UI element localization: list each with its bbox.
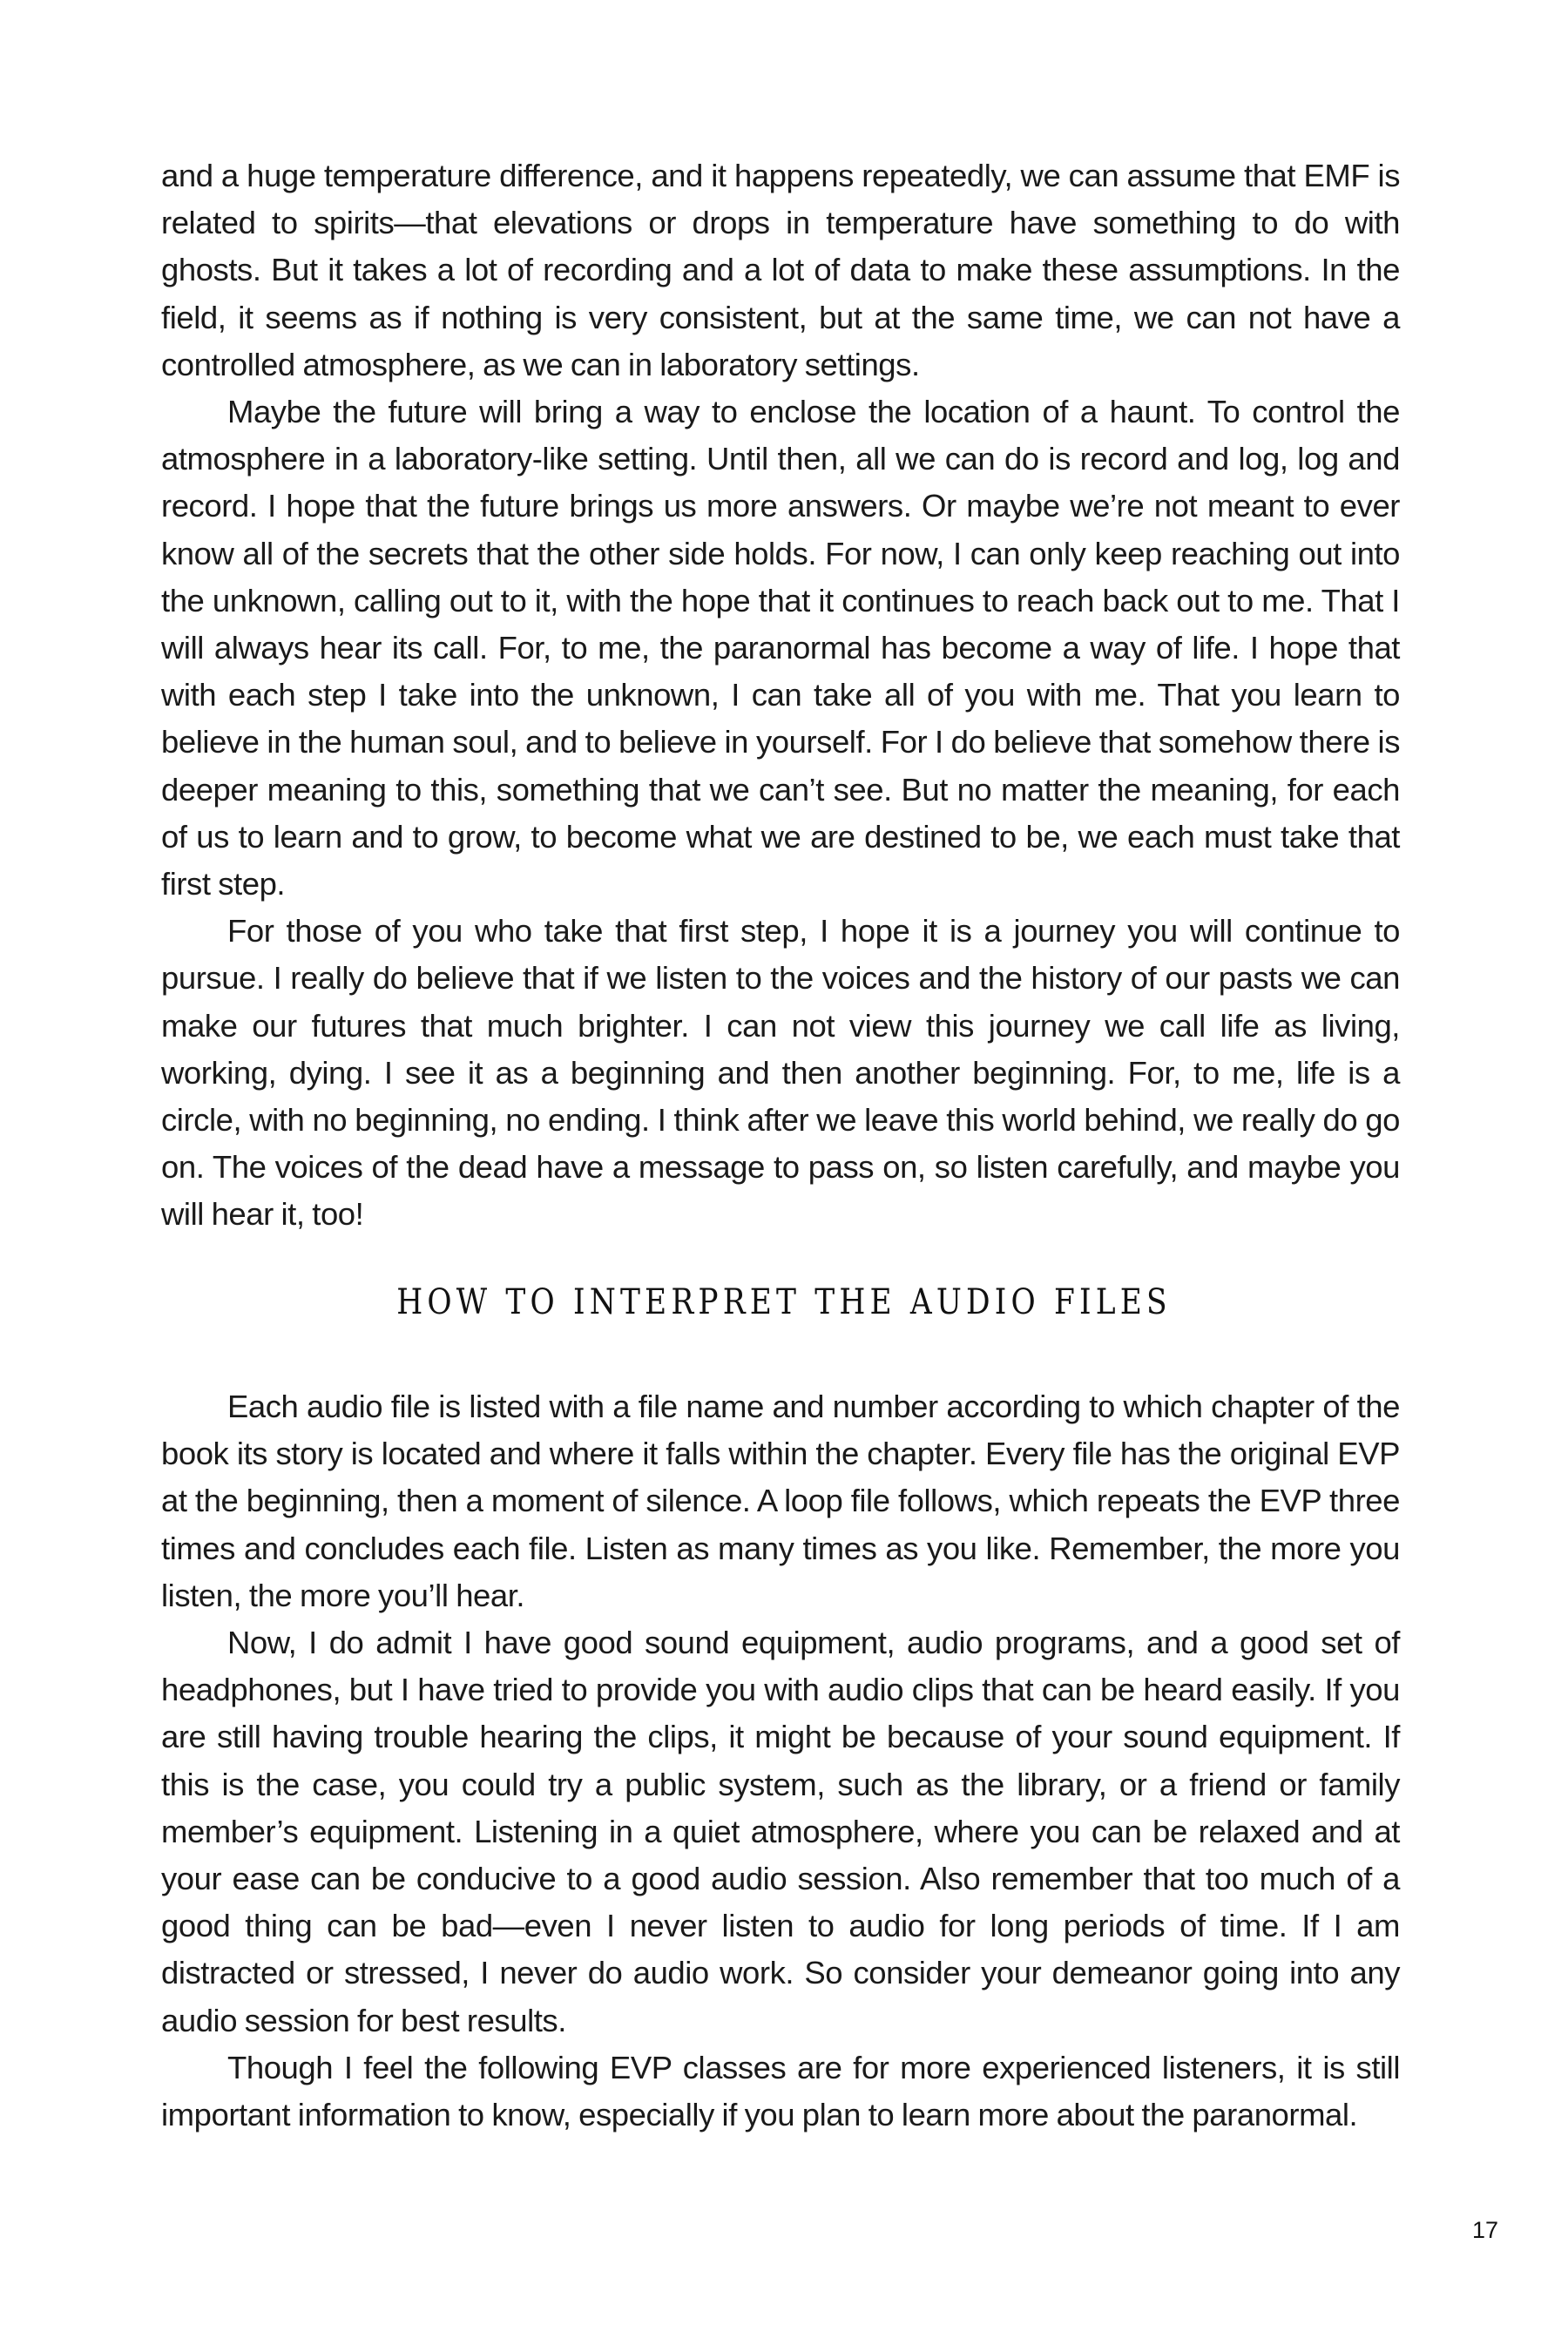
paragraph: Maybe the future will bring a way to enclose the location of a haunt. To control the atmosphere in a laboratory-like setting. Until then, all we can do is record and log, log and record. I hope that the future brings us more answers. Or maybe we’re not meant to ever know all of the secrets that the other side holds. For now, I can only keep reaching out into the unknown, calling out to it, with the hope that it continues to reach back out to me. That I will always hear its call. For, to me, the paranormal has become a way of life. I hope that with each step I take into the unknown, I can take all of you with me. That you learn to believe in the human soul, and to believe in yourself. For I do believe that somehow there is deeper meaning to this, something that we can’t see. But no matter the meaning, for each of us to learn and to grow, to become what we are destined to be, we each must take that first step. <box>161 394 1400 902</box>
paragraph-continuation: and a huge temperature difference, and it happens repeatedly, we can assume that EMF is related to spirits—that elevations or drops in temperature have something to do with ghosts. But it takes a lot of recording and a lot of data to make these assumptions. In the field, it seems as if nothing is very consistent, but at the same time, we can not have a controlled atmosphere, as we can in laboratory settings. <box>161 158 1400 382</box>
body-text-section-1 <box>161 152 1400 1239</box>
page-number: 17 <box>1471 2217 1498 2243</box>
section-heading: HOW TO INTERPRET THE AUDIO FILES <box>396 1282 1172 1322</box>
paragraph: For those of you who take that first step, I hope it is a journey you will continue to pursue. I really do believe that if we listen to the voices and the history of our pasts we can make our futures that much brighter. I can not view this journey we call life as living, working, dying. I see it as a beginning and then another beginning. For, to me, life is a circle, with no beginning, no ending. I think after we leave this world behind, we really do go on. The voices of the dead have a message to pass on, so listen carefully, and maybe you will hear it, too! <box>161 913 1400 1233</box>
paragraph: Now, I do admit I have good sound equipment, audio programs, and a good set of headphones, but I have tried to provide you with audio clips that can be heard easily. If you are still having trouble hearing the clips, it might be because of your sound equipment. If this is the case, you could try a public system, such as the library, or a friend or family member’s equipment. Listening in a quiet atmosphere, where you can be relaxed and at your ease can be conducive to a good audio session. Also remember that too much of a good thing can be bad—even I never listen to audio for long periods of time. If I am distracted or stressed, I never do audio work. So consider your demeanor going into any audio session for best results. <box>161 1625 1400 2038</box>
paragraph: Though I feel the following EVP classes are for more experienced listeners, it is still important information to know, especially if you plan to learn more about the paranormal. <box>161 2049 1400 2133</box>
body-text-section-2 <box>161 1383 1400 2139</box>
paragraph: Each audio file is listed with a file name and number according to which chapter of the book its story is located and where it falls within the chapter. Every file has the original EVP at the beginning, then a moment of silence. A loop file follows, which repeats the EVP three times and concludes each file. Listen as many times as you like. Remember, the more you listen, the more you’ll hear. <box>161 1389 1400 1613</box>
